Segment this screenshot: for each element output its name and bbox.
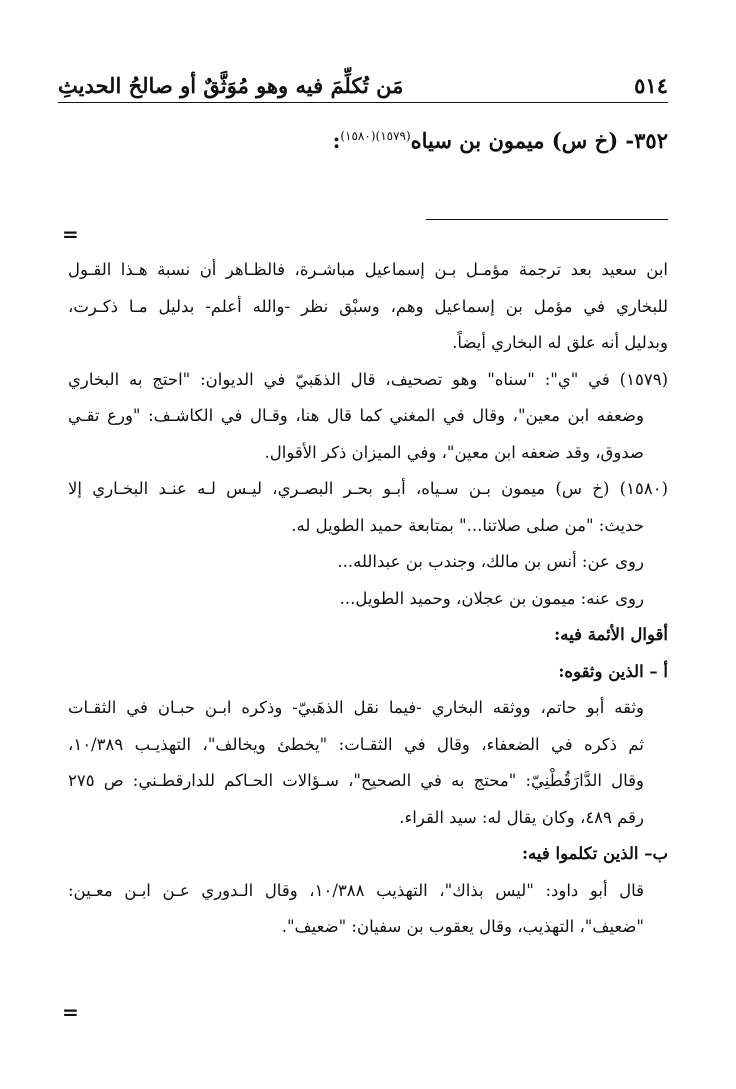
page-number: ٥١٤ <box>634 73 668 98</box>
footnote-line: قال أبو داود: "ليس بذاك"، التهذيب ١٠/٣٨٨، وقال الـدوري عـن ابـن معـين: <box>68 880 645 900</box>
footnote-line: (١٥٨٠) (خ س) ميمون بـن سـياه، أبـو بحـر البصـري، ليـس لـه عنـد البخـاري إلا <box>68 479 668 498</box>
footnote-line: وقال الدَّارَقُطْنِيّ: "محتج به في الصحيح"، سـؤالات الحـاكم للدارقطـني: ص ٢٧٥ <box>68 771 644 790</box>
entry-heading <box>58 128 668 153</box>
subsection-heading: أ – الذين وثقوه: <box>558 661 668 681</box>
entry-footnote-refs: (١٥٧٩)(١٥٨٠) <box>340 129 411 143</box>
section-heading: أقوال الأئمة فيه: <box>554 625 668 644</box>
header-rule <box>58 102 668 103</box>
footnote-line: رقم ٤٨٩، وكان يقال له: سيد القراء. <box>399 807 644 827</box>
footnote-line: (١٥٧٩) في "ي": "سناه" وهو تصحيف، قال الذهَبيّ في الديوان: "احتج به البخاري <box>68 369 668 389</box>
entry-heading-tail: : <box>332 128 341 153</box>
footnote-line: صدوق، وقد ضعفه ابن معين"، وفي الميزان ذكر الأقوال. <box>264 442 644 462</box>
footnote-line: وضعفه ابن معين"، وقال في المغني كما قال هنا، وقـال في الكاشـف: "ورع تقـي <box>68 406 644 425</box>
subsection-heading: ب– الذين تكلموا فيه: <box>521 844 668 863</box>
footnotes-body <box>68 252 668 946</box>
footnote-line: "ضعيف"، التهذيب، وقال يعقوب بن سفيان: "ضعيف". <box>281 917 644 936</box>
continuation-mark-bottom: = <box>62 1000 79 1024</box>
continuation-mark-top: = <box>62 222 79 246</box>
running-title: مَن تُكلِّمَ فيه وهو مُوَثَّقٌ أو صالحُ الحديثِ <box>58 73 404 98</box>
footnote-line: وثقه أبو حاتم، ووثقه البخاري -فيما نقل الذهَبيّ- وذكره ابـن حبـان في الثقـات <box>68 698 644 717</box>
footnote-line: ابن سعيد بعد ترجمة مؤمـل بـن إسماعيل مباشـرة، فالظـاهر أن نسبة هـذا القـول <box>68 260 668 279</box>
footnote-line: وبدليل أنه علق له البخاري أيضاً. <box>452 333 668 352</box>
footnote-line: للبخاري في مؤمل بن إسماعيل وهم، وسبْق نظر -والله أعلم- بدليل مـا ذكـرت، <box>68 296 668 316</box>
footnote-line: روى عن: أنس بن مالك، وجندب بن عبدالله... <box>337 552 644 571</box>
footnote-line: حديث: "من صلى صلاتنا..." بمتابعة حميد الطويل له. <box>291 515 644 535</box>
footnote-separator <box>426 219 668 220</box>
page-header <box>58 58 668 98</box>
footnote-line: ثم ذكره في الضعفاء، وقال في الثقـات: "يخطئ ويخالف"، التهذيـب ١٠/٣٨٩، <box>68 734 644 754</box>
entry-heading-main: ٣٥٢- (خ س) ميمون بن سياه <box>410 128 668 153</box>
footnote-line: روى عنه: ميمون بن عجلان، وحميد الطويل... <box>339 588 644 608</box>
